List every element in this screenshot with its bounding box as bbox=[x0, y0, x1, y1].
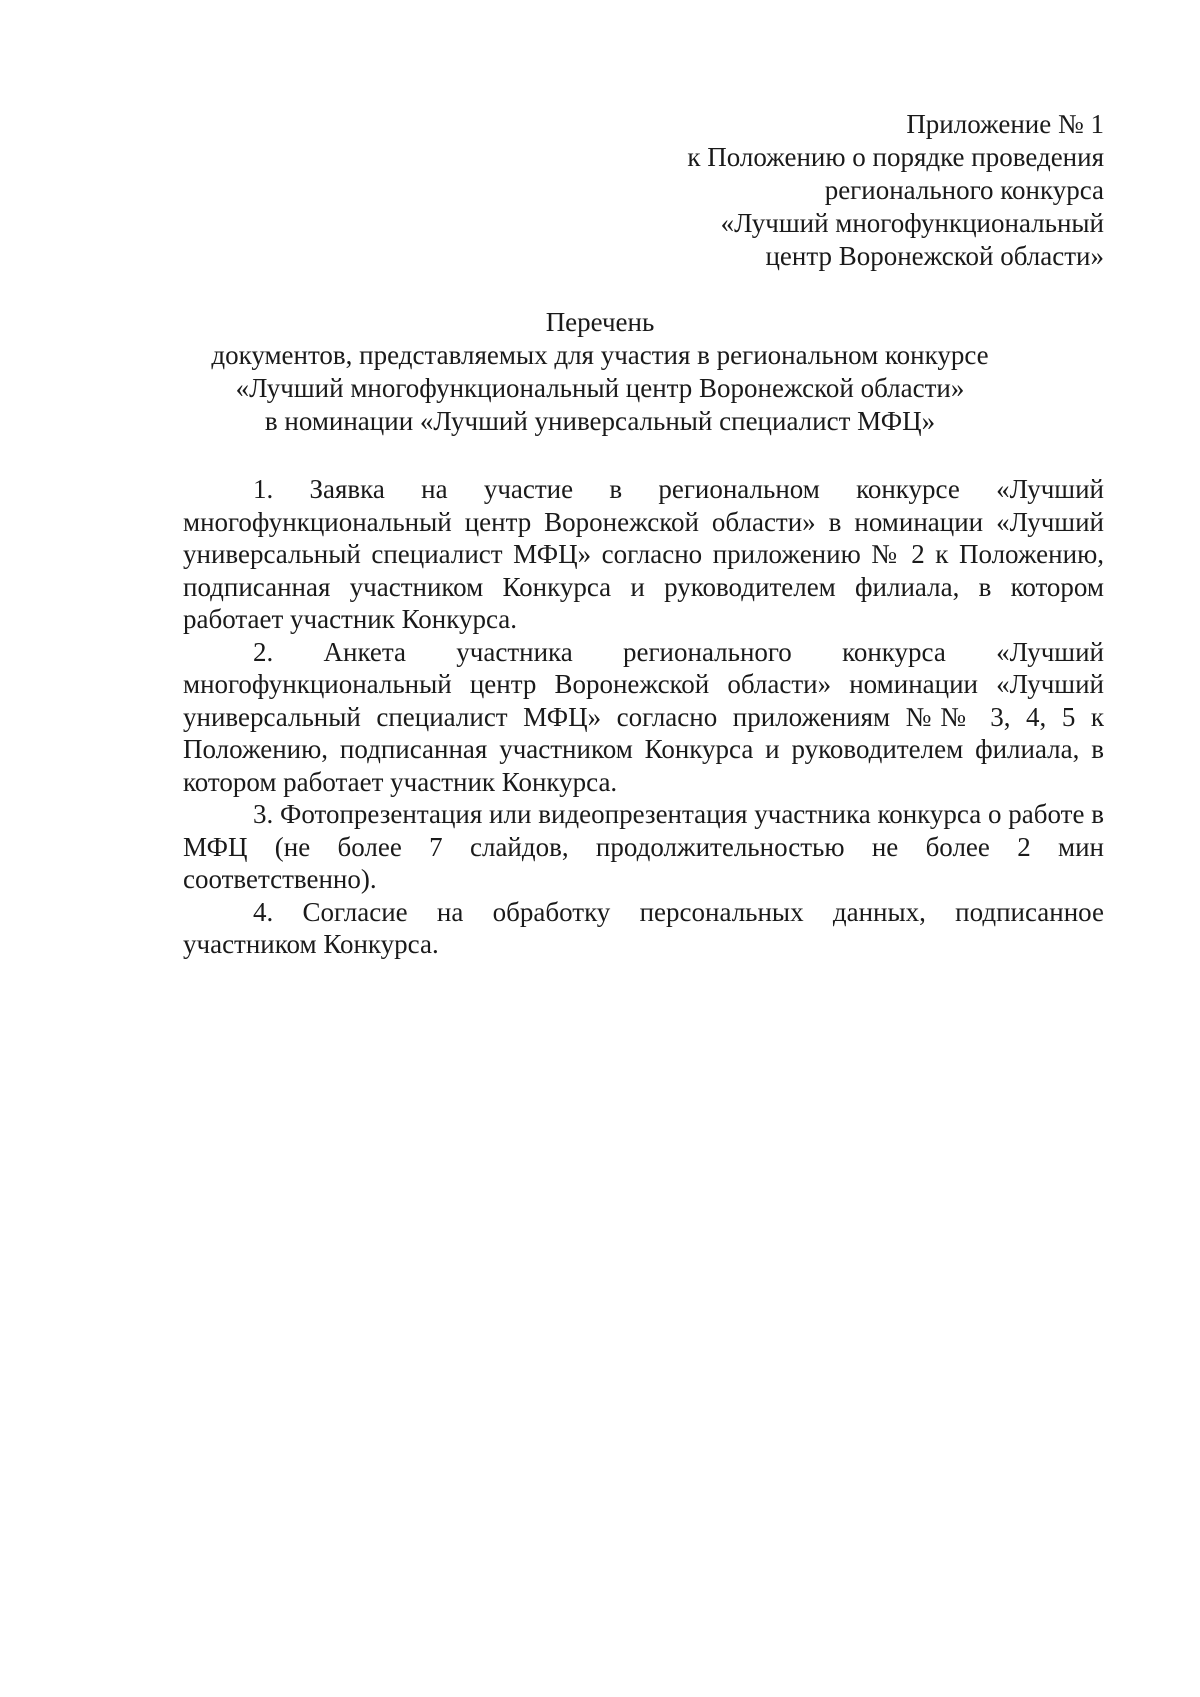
appendix-header bbox=[544, 108, 1104, 273]
list-item-3: 3. Фотопрезентация или видеопрезентация участника конкурса о работе в МФЦ (не более 7 слайдов, продолжительностью не более 2 мин соответственно). bbox=[183, 799, 1104, 894]
title-subheading: «Лучший многофункциональный центр Воронежской области» bbox=[235, 373, 965, 403]
appendix-reference-line: регионального конкурса bbox=[824, 175, 1104, 205]
title-subheading: документов, представляемых для участия в региональном конкурсе bbox=[211, 340, 989, 370]
list-item-4: 4. Согласие на обработку персональных данных, подписанное участником Конкурса. bbox=[183, 896, 1104, 959]
list-item-2: 2. Анкета участника регионального конкурса «Лучший многофункциональный центр Воронежской области» номинации «Лучший универсальный специалист МФЦ» согласно приложениям №№ 3, 4, 5 к Положению, подписанная участником Конкурса и руководителем филиала, в котором работает участник Конкурса. bbox=[183, 636, 1104, 797]
document-title bbox=[96, 306, 1104, 438]
appendix-reference-line: центр Воронежской области» bbox=[765, 241, 1104, 271]
title-subheading: в номинации «Лучший универсальный специалист МФЦ» bbox=[264, 406, 936, 436]
appendix-reference-line: к Положению о порядке проведения bbox=[687, 142, 1104, 172]
list-item-1: 1. Заявка на участие в региональном конкурсе «Лучший многофункциональный центр Воронежской области» в номинации «Лучший универсальный специалист МФЦ» согласно приложению № 2 к Положению, подписанная участником Конкурса и руководителем филиала, в котором работает участник Конкурса. bbox=[183, 474, 1104, 634]
appendix-reference-line: «Лучший многофункциональный bbox=[720, 208, 1104, 238]
title-heading: Перечень bbox=[545, 307, 655, 337]
appendix-number: Приложение № 1 bbox=[906, 109, 1104, 139]
document-list bbox=[183, 473, 1104, 961]
